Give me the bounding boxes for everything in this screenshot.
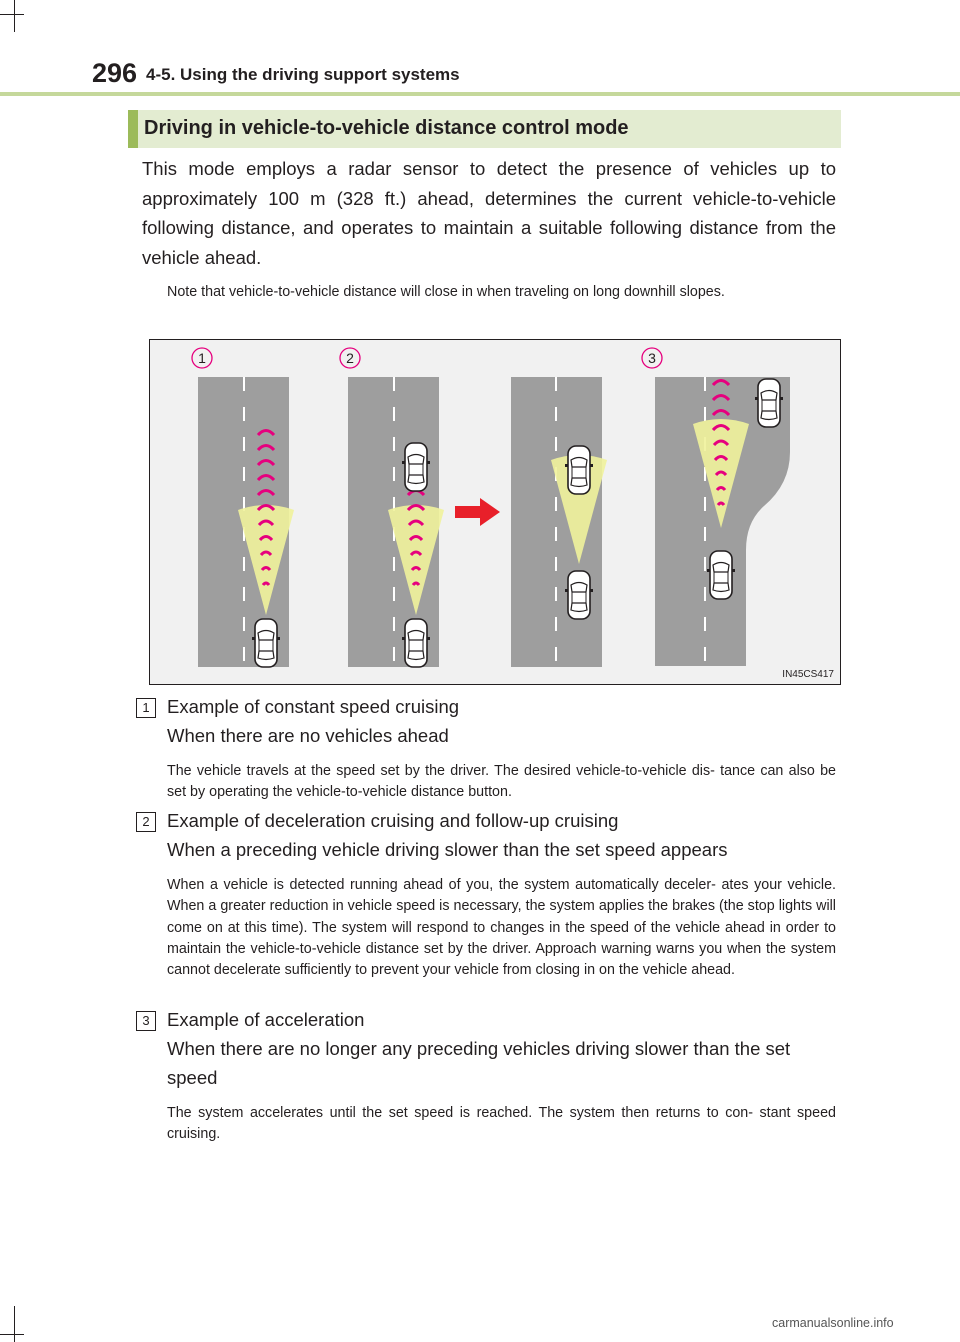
item-number-3: 3 [136,1011,156,1031]
subsection-title-bar [128,110,841,148]
item-1-title-line1: Example of constant speed cruising [167,696,460,717]
callout-3: 3 [648,350,656,366]
illustration [149,339,841,685]
figure-code: IN45CS417 [782,669,834,680]
crop-mark [14,0,15,32]
item-number-2: 2 [136,812,156,832]
item-1-body: The vehicle travels at the speed set by the driver. The desired vehicle-to-vehicle dis- tance can also be set by operating the vehicle-to-vehicle distance button. [167,763,836,801]
item-number-1: 1 [136,698,156,718]
item-1-title [167,692,459,750]
item-1-title-line2: When there are no vehicles ahead [167,725,449,746]
car-own-4 [707,551,735,599]
header-rule [0,92,960,96]
illustration-svg [150,340,840,684]
section-title: 4-5. Using the driving support systems [146,65,460,84]
intro-paragraph: This mode employs a radar sensor to detect the presence of vehicles up to approximately 100 m (328 ft.) ahead, determines the current vehicle-to-vehicle following distance, and operates to maintain a suitable following distance from the vehicle ahead. [142,158,836,268]
lane-markings [244,377,705,667]
car-own-1 [252,619,280,667]
callout-1: 1 [198,350,206,366]
item-3-body: The system accelerates until the set speed is reached. The system then returns to con- stant speed cruising. [167,1105,836,1143]
page-header [0,48,960,98]
car-own-3 [565,571,593,619]
subsection-title: Driving in vehicle-to-vehicle distance control mode [144,117,629,139]
watermark: carmanualsonline.info [772,1316,894,1330]
car-ahead-2 [402,443,430,491]
callout-2: 2 [346,350,354,366]
car-ahead-4 [755,379,783,427]
crop-mark [0,14,24,15]
transition-arrow [455,498,500,526]
car-own-2 [402,619,430,667]
item-3-title [167,1005,836,1092]
item-2-body: When a vehicle is detected running ahead of you, the system automatically deceler- ates your vehicle. When a greater reduction in vehicle speed is necessary, the system applies the brakes (the stop lights will come on at this time). The system will respond to changes in the speed of the vehicle ahead in order to maintain the vehicle-to-vehicle distance set by the driver. Approach warning warns you when the system cannot decelerate sufficiently to prevent your vehicle from closing in on the vehicle ahead. [167,877,836,979]
item-3-title-line2: When there are no longer any preceding vehicles driving slower than the set speed [167,1038,791,1088]
item-3-title-line1: Example of acceleration [167,1009,365,1030]
crop-mark [0,1334,24,1335]
item-2-title-line1: Example of deceleration cruising and follow-up cruising [167,810,619,831]
item-2-title [167,806,727,864]
item-2-title-line2: When a preceding vehicle driving slower than the set speed appears [167,839,728,860]
note-paragraph: Note that vehicle-to-vehicle distance will close in when traveling on long downhill slopes. [167,284,725,300]
car-ahead-3 [565,446,593,494]
crop-mark [14,1306,15,1342]
page-number: 296 [92,58,138,88]
